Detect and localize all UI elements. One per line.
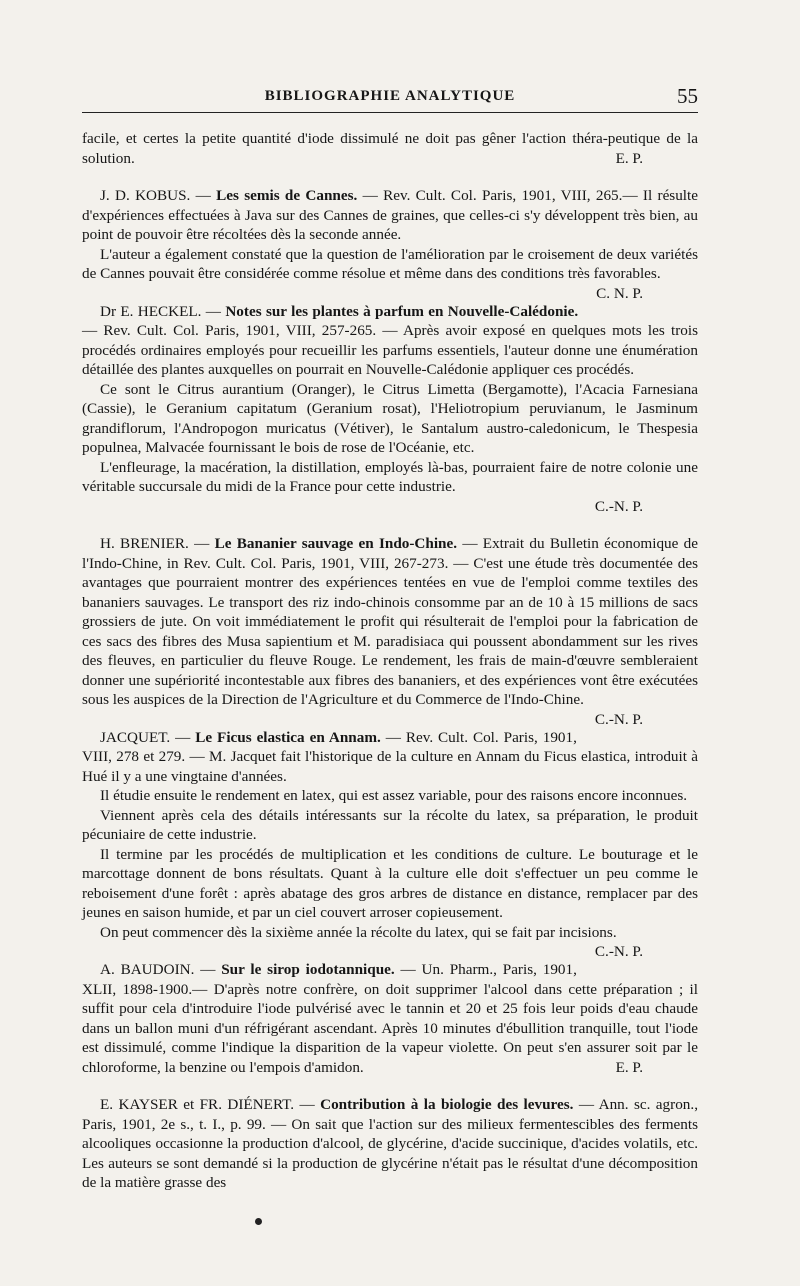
signature: E. P. xyxy=(615,149,643,167)
paragraph: Il termine par les procédés de multiplication et les conditions de culture. Le bouturage et le marcottage donnent de bons résultats. Quant à la culture elle doit s'effectuer un peu comme le reboisement d'une forêt : après abatage des gros arbres de distance en distance, remplacer par des jeunes en saison humide, et par un ciel couvert arroser copieusement. xyxy=(82,845,698,921)
ink-dot xyxy=(255,1218,262,1225)
running-header xyxy=(82,84,698,113)
signature: C.-N. P. xyxy=(594,710,643,728)
paragraph: — Extrait du Bulletin économique de l'Indo-Chine, in Rev. Cult. Col. Paris, 1901, VIII, 267-273. — C'est une étude très documentée des avantages que pourraient montrer des expériences tentées en vue de l'emploi comme textiles des bananiers sauvages. Le transport des riz indo-chinois consomme par an de 10 à 15 millions de sacs grossiers de jute. On voit immédiatement le profit qui résulterait de l'emploi pour la fabrication de ces sacs des fibres des Musa sapientium et M. paradisiaca qui poussent abondamment sur les rives des fleuves, en particulier du fleuve Rouge. Le rendement, les frais de main-d'œuvre sembleraient donner une supériorité incontestable aux fibres des bananiers, et des expériences vont être exécutées sous les auspices de la Direction de l'Agriculture et du Commerce de l'Indo-Chine. xyxy=(82,535,698,708)
entry-author: A. BAUDOIN. xyxy=(100,961,195,978)
paragraph: — Ann. sc. agron., Paris, 1901, 2e s., t. I., p. 99. — On sait que l'action sur des milieux fermentescibles des ferments alcooliques occasionne la production d'alcool, de glycérine, d'acide succinique, d'acides volatils, etc. Les auteurs se sont demandé si la production de glycérine n'était pas le résultat d'une décomposition de la matière grasse des xyxy=(82,1096,698,1191)
entry-author: J. D. KOBUS. xyxy=(100,187,191,204)
entry-title: Notes sur les plantes à parfum en Nouvelle-Calédonie. xyxy=(225,302,579,320)
entry-title: Les semis de Cannes. xyxy=(216,187,358,204)
paragraph: — Un. Pharm., Paris, 1901, XLII, 1898-1900.— D'après notre confrère, on doit supprimer l'alcool dans cette préparation ; il suffit pour cela d'introduire l'iode pulvérisé avec le tannin et 20 et 25 fois leur poids d'eau chaude dans un ballon muni d'un réfrigérant ascendant. Après 10 minutes d'ébullition tranquille, tout l'iode est dissimulé, comme l'indique la disparition de la vapeur violette. On peut s'en assurer soit par le chloroforme, la benzine ou l'empois d'amidon. xyxy=(82,961,698,1076)
paragraph: Il étudie ensuite le rendement en latex, qui est assez variable, pour des raisons encore inconnues. xyxy=(100,787,688,804)
page-number: 55 xyxy=(677,84,698,108)
entry-author: Dr E. HECKEL. xyxy=(100,302,202,320)
entry-continuation xyxy=(82,129,698,168)
signature: C.-N. P. xyxy=(594,497,643,515)
entry-title: Le Ficus elastica en Annam. xyxy=(195,728,381,746)
running-title: BIBLIOGRAPHIE ANALYTIQUE xyxy=(264,88,516,104)
entry-author: H. BRENIER. xyxy=(100,535,189,552)
paragraph: Ce sont le Citrus aurantium (Oranger), le Citrus Limetta (Bergamotte), l'Acacia Farnesiana (Cassie), le Geranium capitatum (Geranium rosat), l'Heliotropium peruvianum, le Jasminum grandiflorum, l'Andropogon muricatus (Vétiver), le Santalum austro-caledonicum, le Thespesia populnea, Malvacée fournissant le bois de rose de l'Océanie, etc. xyxy=(82,380,698,456)
signature: C. N. P. xyxy=(596,284,643,302)
paragraph: L'enfleurage, la macération, la distillation, employés là-bas, pourraient faire de notre colonie une véritable succursale du midi de la France pour cette industrie. xyxy=(82,458,698,495)
text-body xyxy=(82,129,698,1211)
entry-title: Contribution à la biologie des levures. xyxy=(320,1096,574,1113)
paragraph: — Rev. Cult. Col. Paris, 1901, VIII, 265.— Il résulte d'expériences effectuées à Java sur des Cannes de graines, que celles-ci s'y développent très bien, au point de pouvoir être récoltées dès la seconde année. xyxy=(82,187,698,243)
entry-heckel: Dr E. HECKEL. — Notes sur les plantes à parfum en Nouvelle-Calédonie. — Rev. Cult. Col. Paris, 1901, VIII, 257-265. — Après avoir exposé en quelques mots les trois procédés ordinaires employés pour recueillir les parfums essentiels, l'auteur donne une énumération détaillée des plantes auxquelles on pourrait en Nouvelle-Calédonie appliquer ces procédés. Ce sont le Citrus aurantium (Oranger), le Citrus Limetta (Bergamotte), l'Acacia Farnesiana (Cassie), le Geranium capitatum (Geranium rosat), l'Heliotropium peruvianum, le Jasminum grandiflorum, l'Andropogon muricatus (Vétiver), le Santalum austro-caledonicum, le Thespesia populnea, Malvacée fournissant le bois de rose de l'Océanie, etc. L'enfleurage, la macération, la distillation, employés là-bas, pourraient faire de notre colonie une véritable succursale du midi de la France pour cette industrie. C.-N. P. xyxy=(82,302,698,515)
signature: E. P. xyxy=(615,1058,643,1076)
paragraph: On peut commencer dès la sixième année la récolte du latex, qui se fait par incisions. xyxy=(100,923,617,941)
paragraph: L'auteur a également constaté que la question de l'amélioration par le croisement de deux variétés de Cannes pouvait être considérée comme résolue et même dans des conditions très favorables. xyxy=(82,245,698,282)
entry-title: Sur le sirop iodotannique. xyxy=(221,961,395,978)
entry-author: E. KAYSER et FR. DIÉNERT. xyxy=(100,1096,295,1113)
entry-baudoin: A. BAUDOIN. — Sur le sirop iodotannique. — Un. Pharm., Paris, 1901, XLII, 1898-1900.— D'après notre confrère, on doit supprimer l'alcool dans cette préparation ; il suffit pour cela d'introduire l'iode pulvérisé avec le tannin et 20 et 25 fois leur poids d'eau chaude dans un ballon muni d'un réfrigérant ascendant. Après 10 minutes d'ébullition tranquille, tout l'iode est dissimulé, comme l'indique la disparition de la vapeur violette. On peut s'en assurer soit par le chloroforme, la benzine ou l'empois d'amidon. E. P. xyxy=(82,961,698,1076)
entry-brenier: H. BRENIER. — Le Bananier sauvage en Indo-Chine. — Extrait du Bulletin économique de l'Indo-Chine, in Rev. Cult. Col. Paris, 1901, VIII, 267-273. — C'est une étude très documentée des avantages que pourraient montrer des expériences tentées en vue de l'emploi comme textiles des bananiers sauvages. Le transport des riz indo-chinois consomme par an de 10 à 15 millions de sacs grossiers de jute. On voit immédiatement le profit qui résulterait de l'emploi pour la fabrication de ces sacs des fibres des Musa sapientium et M. paradisiaca qui poussent abondamment sur les rives des fleuves, en particulier du fleuve Rouge. Le rendement, les frais de main-d'œuvre sembleraient donner une supériorité incontestable aux fibres des bananiers, et des expériences vont être exécutées sous les auspices de la Direction de l'Agriculture et du Commerce de l'Indo-Chine. C.-N. P. xyxy=(82,535,698,728)
paragraph: facile, et certes la petite quantité d'iode dissimulé ne doit pas gêner l'action théra-peutique de la solution. xyxy=(82,130,698,167)
paragraph: — Rev. Cult. Col. Paris, 1901, VIII, 257-265. — Après avoir exposé en quelques mots les trois procédés ordinaires employés pour recueillir les parfums essentiels, l'auteur donne une énumération détaillée des plantes auxquelles on pourrait en Nouvelle-Calédonie appliquer ces procédés. xyxy=(82,322,698,378)
signature: C.-N. P. xyxy=(594,943,643,960)
entry-title: Le Bananier sauvage en Indo-Chine. xyxy=(214,535,458,552)
entry-robus: J. D. KOBUS. — Les semis de Cannes. — Rev. Cult. Col. Paris, 1901, VIII, 265.— Il résulte d'expériences effectuées à Java sur des Cannes de graines, que celles-ci s'y développent très bien, au point de pouvoir être récoltées dès la seconde année. L'auteur a également constaté que la question de l'amélioration par le croisement de deux variétés de Cannes pouvait être considérée comme résolue et même dans des conditions très favorables. C. N. P. xyxy=(82,187,698,302)
paragraph: Viennent après cela des détails intéressants sur la récolte du latex, sa préparation, le produit pécuniaire de cette industrie. xyxy=(82,806,698,843)
entry-author: JACQUET. xyxy=(100,728,171,746)
entry-kayser: E. KAYSER et FR. DIÉNERT. — Contribution à la biologie des levures. — Ann. sc. agron., Paris, 1901, 2e s., t. I., p. 99. — On sait que l'action sur des milieux fermentescibles des ferments alcooliques occasionne la production d'alcool, de glycérine, d'acide succinique, d'acides volatils, etc. Les auteurs se sont demandé si la production de glycérine n'était pas le résultat d'une décomposition de la matière grasse des xyxy=(82,1096,698,1191)
paragraph: — Rev. Cult. Col. Paris, 1901, VIII, 278 et 279. — M. Jacquet fait l'historique de la culture en Annam du Ficus elastica, introduit à Hué il y a une vingtaine d'années. xyxy=(82,728,698,785)
entry-jacquet: JACQUET. — Le Ficus elastica en Annam. — Rev. Cult. Col. Paris, 1901, VIII, 278 et 279. — M. Jacquet fait l'historique de la culture en Annam du Ficus elastica, introduit à Hué il y a une vingtaine d'années. Il étudie ensuite le rendement en latex, qui est assez variable, pour des raisons encore inconnues. Viennent après cela des détails intéressants sur la récolte du latex, sa préparation, le produit pécuniaire de cette industrie. Il termine par les procédés de multiplication et les conditions de culture. Le bouturage et le marcottage donnent de bons résultats. Quant à la culture elle doit s'effectuer un peu comme le reboisement d'une forêt : après abatage des gros arbres de distance en distance, remplacer par des jeunes en saison humide, et par un ciel couvert arroser copieusement. On peut commencer dès la sixième année la récolte du latex, qui se fait par incisions. C.-N. P. xyxy=(82,728,698,960)
